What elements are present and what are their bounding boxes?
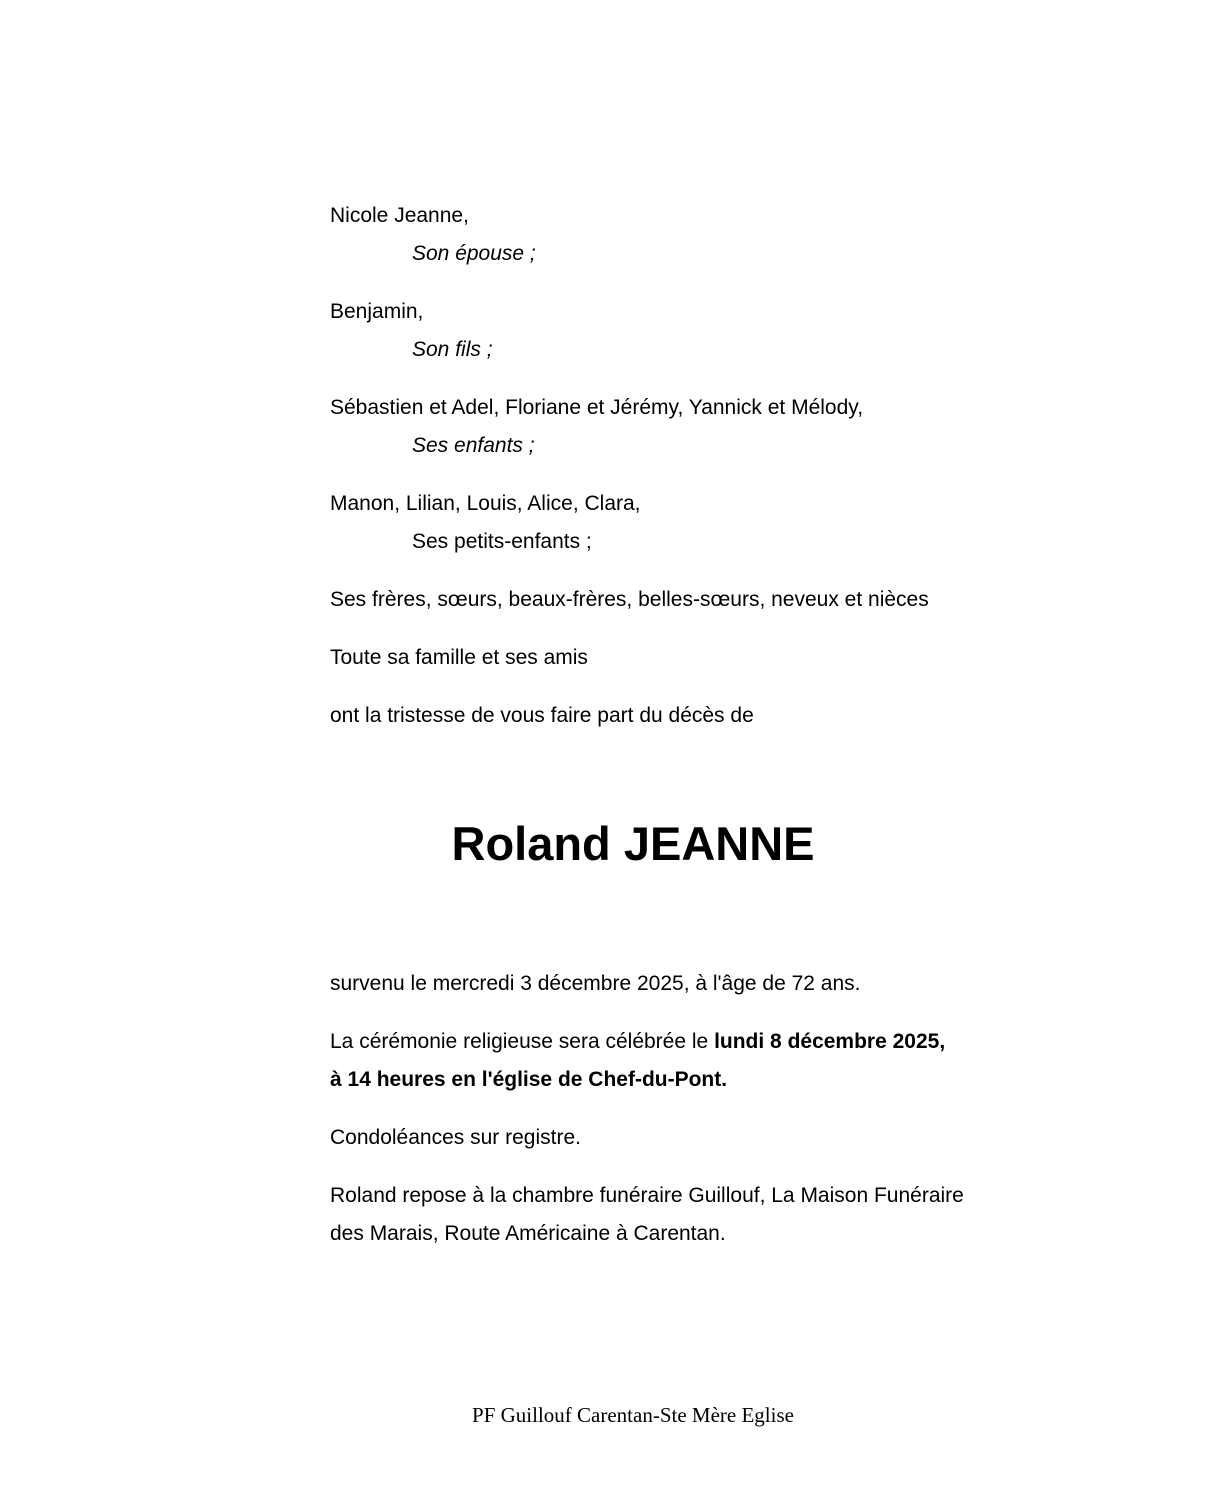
family-entry-names: Nicole Jeanne, xyxy=(330,204,469,227)
family-entry xyxy=(330,293,1030,369)
repose-line1: Roland repose à la chambre funéraire Guillouf, La Maison Funéraire xyxy=(330,1184,964,1207)
family-entry-names: Benjamin, xyxy=(330,300,424,323)
family-entry-names: Sébastien et Adel, Floriane et Jérémy, Yannick et Mélody, xyxy=(330,396,864,419)
family-entry-relation: Ses petits-enfants ; xyxy=(412,530,592,553)
family-entry-relation: Son fils ; xyxy=(412,338,493,361)
deceased-name: Roland JEANNE xyxy=(451,817,815,870)
family-entry xyxy=(330,197,1030,273)
family-entry-names: Manon, Lilian, Louis, Alice, Clara, xyxy=(330,492,641,515)
repose-line2: des Marais, Route Américaine à Carentan. xyxy=(330,1222,726,1245)
announcement-line: ont la tristesse de vous faire part du décès de xyxy=(330,704,754,727)
ceremony-time-place: à 14 heures en l'église de Chef-du-Pont. xyxy=(330,1068,728,1091)
family-entry xyxy=(330,389,1030,465)
family-entry-relation: Son épouse ; xyxy=(412,242,536,265)
family-entry xyxy=(330,485,1030,561)
funeral-home-footer: PF Guillouf Carentan-Ste Mère Eglise xyxy=(472,1403,794,1427)
ceremony-prefix: La cérémonie religieuse sera célébrée le xyxy=(330,1030,715,1053)
relatives-line: Ses frères, sœurs, beaux-frères, belles-sœurs, neveux et nièces xyxy=(330,588,929,611)
condolences-line: Condoléances sur registre. xyxy=(330,1126,581,1149)
death-line: survenu le mercredi 3 décembre 2025, à l'âge de 72 ans. xyxy=(330,972,861,995)
family-entry-relation: Ses enfants ; xyxy=(412,434,535,457)
repose-paragraph xyxy=(330,1177,1030,1253)
ceremony-paragraph xyxy=(330,1023,1030,1099)
obituary-body xyxy=(330,197,1030,1273)
ceremony-date: lundi 8 décembre 2025, xyxy=(714,1030,946,1053)
family-friends-line: Toute sa famille et ses amis xyxy=(330,646,588,669)
